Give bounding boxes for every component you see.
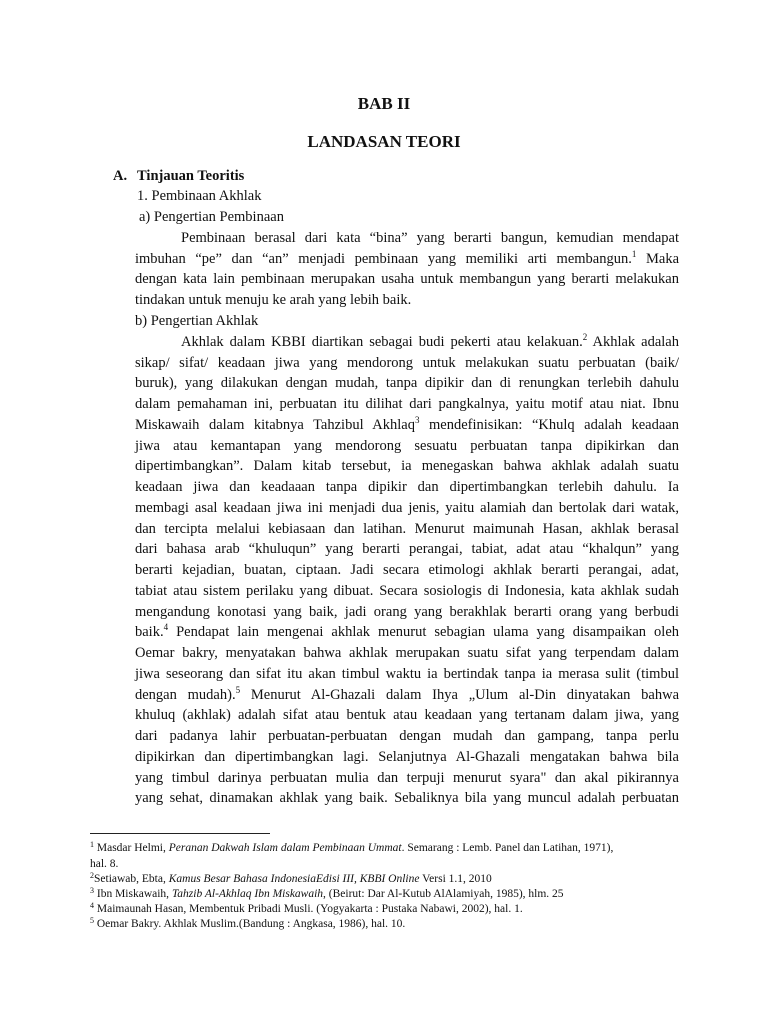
sub-heading-akhlak: b) Pengertian Akhlak — [135, 313, 259, 329]
footnote-ref: 2 — [582, 332, 588, 342]
footnote-3: $^3$ Ibn Miskawaih, Tahzib Al-Akhlaq Ibn Miskawaih, (Beirut: Dar Al-Kutub AlAlamiyah, 1985), hlm. 25 — [90, 886, 564, 900]
paragraph-line: yang timbul darinya perbuatan mulia dan terpuji menurut syara" dan akal pikirannya — [135, 770, 679, 786]
paragraph-line: dari bahasa arab “khuluqun” yang berarti perangai, tabiat, adat atau “khalqun” yang — [135, 541, 679, 557]
paragraph-line: dipikirkan dan dipertimbangkan lagi. Selanjutnya Al-Ghazali mengatakan bahwa bila — [135, 749, 679, 765]
paragraph-line: mengandung konotasi yang baik, jadi orang yang berakhlak berarti orang yang berbudi — [135, 604, 679, 620]
paragraph-line: sikap/ sifat/ keadaan jiwa yang mendorong untuk melakukan suatu perbuatan (baik/ — [135, 355, 679, 371]
paragraph-line: dengan kata lain pembinaan merupakan usaha untuk membangun yang berarti melakukan — [135, 271, 679, 287]
paragraph-line: jiwa atau kemantapan yang mendorong sesuatu perbuatan tanpa dipikirkan dan — [135, 438, 679, 454]
chapter-heading: BAB II — [357, 94, 411, 113]
paragraph-line: dipertimbangkan”. Dalam kitab tersebut, ia menegaskan bahwa akhlak adalah suatu — [135, 458, 679, 474]
section-title: Tinjauan Teoritis — [137, 168, 245, 184]
paragraph-line: dengan mudah).$^5$ Menurut Al-Ghazali dalam Ihya „Ulum al-Din dinyatakan bahwa — [135, 685, 679, 703]
footnote-4: $^4$ Maimaunah Hasan, Membentuk Pribadi Musli. (Yogyakarta : Pustaka Nabawi, 2002), hal. 1. — [90, 901, 523, 915]
section-marker: A. — [113, 168, 128, 184]
footnote-1-cont: hal. 8. — [90, 858, 119, 870]
paragraph-line: tindakan untuk menuju ke arah yang lebih baik. — [135, 292, 412, 308]
paragraph-line: imbuhan “pe” dan “an” menjadi pembinaan yang memiliki arti membangun.$^1$ Maka — [135, 249, 679, 267]
paragraph-line: khuluq (akhlak) adalah sifat atau bentuk atau keadaan yang tertanam dalam jiwa, yang — [135, 707, 679, 723]
paragraph-line: berarti kejadian, buatan, ciptaan. Jadi secara etimologi akhlak berarti perangai, adat, — [135, 562, 679, 578]
footnote-ref: 5 — [235, 685, 241, 695]
sub-heading-pembinaan: a) Pengertian Pembinaan — [139, 209, 284, 225]
paragraph-line: yang sehat, dinamakan akhlak yang baik. Sebaliknya bila yang muncul adalah perbuatan — [135, 790, 679, 806]
paragraph-line: dan tercipta melalui kebiasaan dan latihan. Menurut maimunah Hasan, akhlak berasal — [135, 521, 679, 537]
footnote-1: $^1$ Masdar Helmi, Peranan Dakwah Islam dalam Pembinaan Ummat. Semarang : Lemb. Panel dan Latihan, 1971), — [90, 840, 614, 854]
paragraph-line: buruk), yang dilakukan dengan mudah, tanpa dipikir dan di renungkan terlebih dahulu — [135, 375, 679, 391]
footnote-ref: 4 — [163, 622, 169, 632]
footnote-ref: 3 — [415, 415, 420, 425]
paragraph-line: Pembinaan berasal dari kata “bina” yang berarti bangun, kemudian mendapat — [181, 230, 679, 246]
paragraph-line: membagi asal keadaan jiwa ini menjadi dua jenis, yaitu alamiah dan bertolak dari watak, — [135, 500, 679, 516]
footnote-ref: 1 — [631, 249, 637, 259]
paragraph-line: dari padanya lahir perbuatan-perbuatan dengan mudah dan gampang, tanpa perlu — [135, 728, 679, 744]
paragraph-line: jiwa seseorang dan sifat itu akan timbul waktu ia bertindak tanpa ia merasa sulit (timbul — [135, 666, 679, 682]
chapter-title: LANDASAN TEORI — [307, 132, 461, 151]
paragraph-line: Oemar bakry, menyatakan bahwa akhlak merupakan suatu sifat yang terpendam dalam — [135, 645, 679, 661]
paragraph-line: Miskawaih dalam kitabnya Tahzibul Akhlaq$^3$ mendefinisikan: “Khulq adalah keadaan — [135, 415, 679, 433]
subsection-title: 1. Pembinaan Akhlak — [137, 188, 262, 204]
paragraph-line: tabiat atau sistem perilaku yang dibuat. Secara sosiologis di Indonesia, kata akhlak sudah — [135, 583, 679, 599]
paragraph-line: dalam pemahaman ini, perbuatan itu dilihat dari pangkalnya, yaitu motif atau niat. Ibnu — [135, 396, 679, 412]
footnote-separator — [90, 833, 270, 834]
footnote-2: $^2$Setiawab, Ebta, Kamus Besar Bahasa IndonesiaEdisi III, KBBI Online Versi 1.1, 2010 — [90, 871, 492, 885]
paragraph-line: baik.$^4$ Pendapat lain mengenai akhlak menurut sebagian ulama yang disampaikan oleh — [135, 622, 680, 640]
footnote-5: $^5$ Oemar Bakry. Akhlak Muslim.(Bandung : Angkasa, 1986), hal. 10. — [90, 916, 406, 930]
paragraph-line: Akhlak dalam KBBI diartikan sebagai budi pekerti atau kelakuan.$^2$ Akhlak adalah — [181, 332, 679, 350]
paragraph-line: keadaan jiwa dan keadaaan tanpa dipikir dan dipertimbangkan terlebih dahulu. Ia — [135, 479, 679, 495]
